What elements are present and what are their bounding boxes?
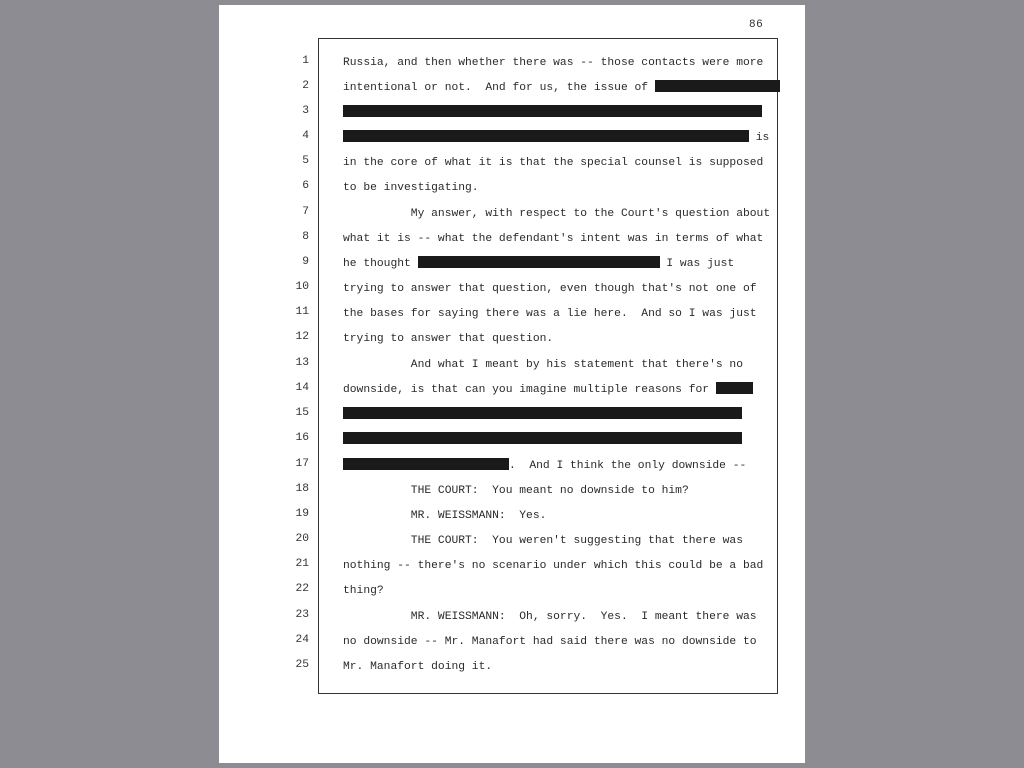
line-number: 25 (295, 659, 309, 671)
line-number: 21 (295, 558, 309, 570)
redaction-block (418, 256, 660, 268)
transcript-line: And what I meant by his statement that there's no (343, 359, 743, 371)
transcript-line: the bases for saying there was a lie here. And so I was just (343, 308, 757, 320)
transcript-line: to be investigating. (343, 182, 479, 194)
line-text: downside, is that can you imagine multiple reasons for (343, 384, 716, 396)
line-number: 20 (295, 533, 309, 545)
transcript-line (343, 80, 780, 96)
line-text: I was just (659, 258, 735, 270)
transcript-line: THE COURT: You weren't suggesting that there was (343, 535, 743, 547)
line-number: 12 (295, 331, 309, 343)
line-number: 24 (295, 634, 309, 646)
transcript-line (343, 382, 753, 398)
redaction-block (343, 432, 742, 444)
transcript-line: what it is -- what the defendant's intent was in terms of what (343, 233, 764, 245)
redaction-block (343, 105, 762, 117)
transcript-line: Mr. Manafort doing it. (343, 661, 493, 673)
line-number: 4 (302, 130, 309, 142)
transcript-line (343, 432, 742, 448)
line-number: 3 (302, 105, 309, 117)
line-number: 22 (295, 583, 309, 595)
transcript-line: THE COURT: You meant no downside to him? (343, 485, 689, 497)
line-number: 2 (302, 80, 309, 92)
line-number: 6 (302, 180, 309, 192)
line-number: 14 (295, 382, 309, 394)
redaction-block (716, 382, 753, 394)
line-number: 1 (302, 55, 309, 67)
transcript-line: thing? (343, 585, 384, 597)
line-number: 13 (295, 357, 309, 369)
page-number: 86 (749, 19, 764, 31)
line-number: 19 (295, 508, 309, 520)
line-number: 7 (302, 206, 309, 218)
line-number: 5 (302, 155, 309, 167)
line-text: . And I think the only downside -- (509, 460, 747, 472)
line-number: 11 (295, 306, 309, 318)
transcript-line: MR. WEISSMANN: Oh, sorry. Yes. I meant there was (343, 611, 757, 623)
transcript-line (343, 130, 769, 146)
transcript-line: trying to answer that question, even though that's not one of (343, 283, 757, 295)
line-number: 23 (295, 609, 309, 621)
transcript-line (343, 458, 746, 474)
transcript-line: Russia, and then whether there was -- those contacts were more (343, 57, 764, 69)
transcript-line: in the core of what it is that the special counsel is supposed (343, 157, 764, 169)
transcript-line (343, 256, 734, 272)
transcript-page (219, 5, 805, 763)
transcript-line: My answer, with respect to the Court's question about (343, 208, 771, 220)
transcript-line: MR. WEISSMANN: Yes. (343, 510, 547, 522)
transcript-line: trying to answer that question. (343, 333, 554, 345)
transcript-line: no downside -- Mr. Manafort had said there was no downside to (343, 636, 757, 648)
line-text: he thought (343, 258, 418, 270)
transcript-line (343, 105, 762, 121)
redaction-block (343, 130, 749, 142)
redaction-block (343, 407, 742, 419)
transcript-line (343, 407, 742, 423)
line-text: is (749, 132, 770, 144)
line-number: 16 (295, 432, 309, 444)
line-number: 15 (295, 407, 309, 419)
redaction-block (343, 458, 509, 470)
line-number: 10 (295, 281, 309, 293)
line-text: intentional or not. And for us, the issue of (343, 82, 655, 94)
line-number: 18 (295, 483, 309, 495)
line-number: 8 (302, 231, 309, 243)
line-number: 17 (295, 458, 309, 470)
transcript-line: nothing -- there's no scenario under which this could be a bad (343, 560, 764, 572)
line-number: 9 (302, 256, 309, 268)
redaction-block (655, 80, 780, 92)
